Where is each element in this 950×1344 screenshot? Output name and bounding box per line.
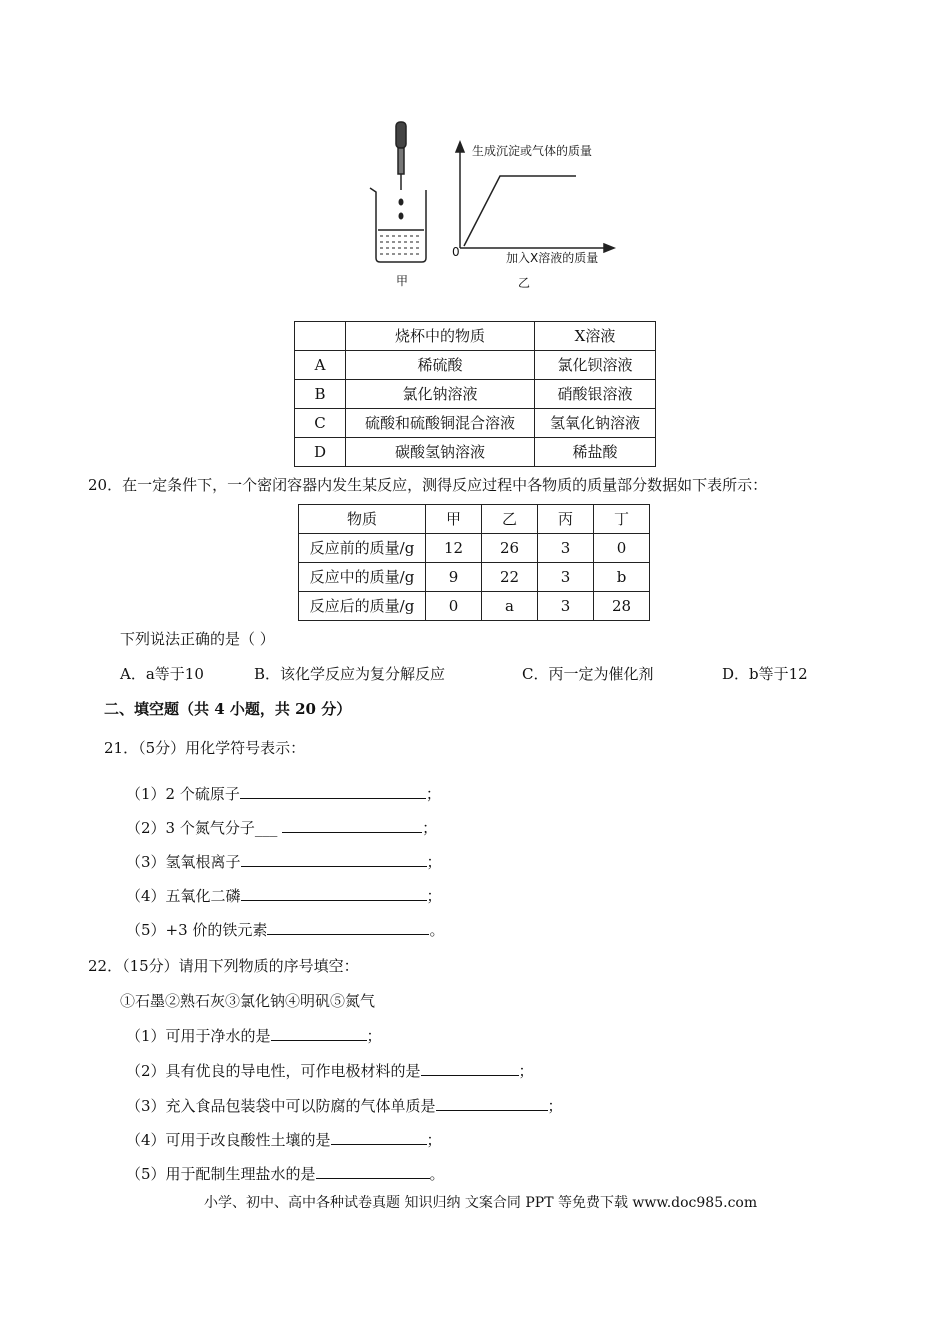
origin-label: 0 (452, 245, 460, 259)
table-cell: b (594, 563, 650, 592)
table-cell: 3 (538, 534, 594, 563)
q22-item-4 (126, 1129, 442, 1150)
table-row (295, 409, 656, 438)
table-header-cell (295, 322, 346, 351)
q21-item-3 (126, 851, 442, 872)
q21-item-4 (126, 885, 442, 906)
answer-blank[interactable] (436, 1096, 548, 1111)
answer-blank[interactable] (421, 1061, 519, 1076)
y-axis-label: 生成沉淀或气体的质量 (472, 144, 593, 158)
table-row (295, 351, 656, 380)
table-cell: C (295, 409, 346, 438)
section-title: 二、填空题（共 4 小题，共 20 分） (104, 700, 352, 718)
table-row (299, 505, 650, 534)
q22-item-3 (126, 1095, 563, 1116)
experiment-figure (360, 110, 620, 295)
table-header-cell: 烧杯中的物质 (346, 322, 535, 351)
item-end: ； (422, 819, 438, 837)
item-end: 。 (429, 921, 445, 939)
table-cell: 反应前的质量/g (299, 534, 426, 563)
item-text: （1）可用于净水的是 (126, 1027, 271, 1045)
table-cell: 0 (426, 592, 482, 621)
answer-blank[interactable] (241, 852, 427, 867)
table-cell: 26 (482, 534, 538, 563)
table-header-cell: X溶液 (535, 322, 656, 351)
table-cell: D (295, 438, 346, 467)
table-cell: 稀盐酸 (535, 438, 656, 467)
table-row (295, 322, 656, 351)
table-cell: 28 (594, 592, 650, 621)
q20-prompt: 下列说法正确的是（ ） (120, 630, 275, 648)
q20-option-c: C．丙一定为催化剂 (522, 665, 654, 683)
item-text: （3）充入食品包装袋中可以防腐的气体单质是 (126, 1097, 436, 1115)
table-row (295, 380, 656, 409)
page-footer: 小学、初中、高中各种试卷真题 知识归纳 文案合同 PPT 等免费下载 www.doc985.com (204, 1195, 758, 1211)
table-cell: 反应中的质量/g (299, 563, 426, 592)
table-cell: 12 (426, 534, 482, 563)
item-text: （5）+3 价的铁元素 (126, 921, 268, 939)
item-text: （2）具有优良的导电性，可作电极材料的是 (126, 1062, 421, 1080)
answer-blank[interactable] (331, 1130, 427, 1145)
table-cell: 3 (538, 592, 594, 621)
q21-item-2 (126, 817, 437, 838)
table-header-cell: 乙 (482, 505, 538, 534)
options-table (294, 321, 656, 467)
table-cell: 硝酸银溶液 (535, 380, 656, 409)
answer-blank[interactable] (241, 886, 427, 901)
x-axis-label: 加入X溶液的质量 (506, 251, 599, 265)
table-row (299, 592, 650, 621)
graph-curve (464, 176, 576, 246)
table-cell: A (295, 351, 346, 380)
q22-item-5 (126, 1163, 445, 1184)
q20-option-b: B．该化学反应为复分解反应 (254, 665, 446, 683)
q20-option-d: D．b等于12 (722, 665, 808, 683)
answer-blank[interactable] (271, 1026, 367, 1041)
table-row (299, 534, 650, 563)
item-text: （4）五氧化二磷 (126, 887, 241, 905)
table-row (299, 563, 650, 592)
item-end: ； (426, 887, 442, 905)
q21-stem: 21．（5分）用化学符号表示： (104, 739, 306, 757)
table-cell: B (295, 380, 346, 409)
answer-blank[interactable] (282, 818, 422, 833)
item-text: （5）用于配制生理盐水的是 (126, 1165, 316, 1183)
item-text: （1）2 个硫原子 (126, 785, 240, 803)
answer-blank[interactable] (316, 1164, 430, 1179)
table-cell: 碳酸氢钠溶液 (346, 438, 535, 467)
item-text: （4）可用于改良酸性土壤的是 (126, 1131, 331, 1149)
table-cell: 氢氧化钠溶液 (535, 409, 656, 438)
item-end: ； (426, 853, 442, 871)
table-cell: 反应后的质量/g (299, 592, 426, 621)
mass-table (298, 504, 650, 621)
q22-item-2 (126, 1060, 534, 1081)
table-cell: 稀硫酸 (346, 351, 535, 380)
table-cell: 22 (482, 563, 538, 592)
table-header-cell: 丁 (594, 505, 650, 534)
table-cell: 9 (426, 563, 482, 592)
item-end: ； (518, 1062, 534, 1080)
item-text: （2）3 个氮气分子___ (126, 819, 283, 837)
q22-stem: 22．（15分）请用下列物质的序号填空： (88, 957, 359, 975)
q22-item-1 (126, 1025, 382, 1046)
table-cell: 硫酸和硫酸铜混合溶液 (346, 409, 535, 438)
item-end: ； (426, 1131, 442, 1149)
table-cell: a (482, 592, 538, 621)
q20-option-a: A．a等于10 (120, 665, 204, 683)
answer-blank[interactable] (240, 784, 426, 799)
table-header-cell: 甲 (426, 505, 482, 534)
q21-item-5 (126, 919, 444, 940)
figure-label-yi: 乙 (518, 276, 531, 290)
table-cell: 氯化钠溶液 (346, 380, 535, 409)
item-text: （3）氢氧根离子 (126, 853, 241, 871)
item-end: 。 (429, 1165, 445, 1183)
q20-stem: 20．在一定条件下，一个密闭容器内发生某反应，测得反应过程中各物质的质量部分数据如下表所示： (88, 476, 768, 494)
dropper-icon (396, 122, 406, 190)
item-end: ； (547, 1097, 563, 1115)
table-cell: 氯化钡溶液 (535, 351, 656, 380)
beaker-icon (370, 188, 426, 262)
answer-blank[interactable] (267, 920, 429, 935)
q21-item-1 (126, 783, 441, 804)
table-cell: 0 (594, 534, 650, 563)
table-cell: 3 (538, 563, 594, 592)
table-row (295, 438, 656, 467)
item-end: ； (366, 1027, 382, 1045)
q22-choices: ①石墨②熟石灰③氯化钠④明矾⑤氮气 (120, 992, 376, 1010)
table-header-cell: 物质 (299, 505, 426, 534)
item-end: ； (425, 785, 441, 803)
figure-label-jia: 甲 (396, 274, 409, 288)
table-header-cell: 丙 (538, 505, 594, 534)
